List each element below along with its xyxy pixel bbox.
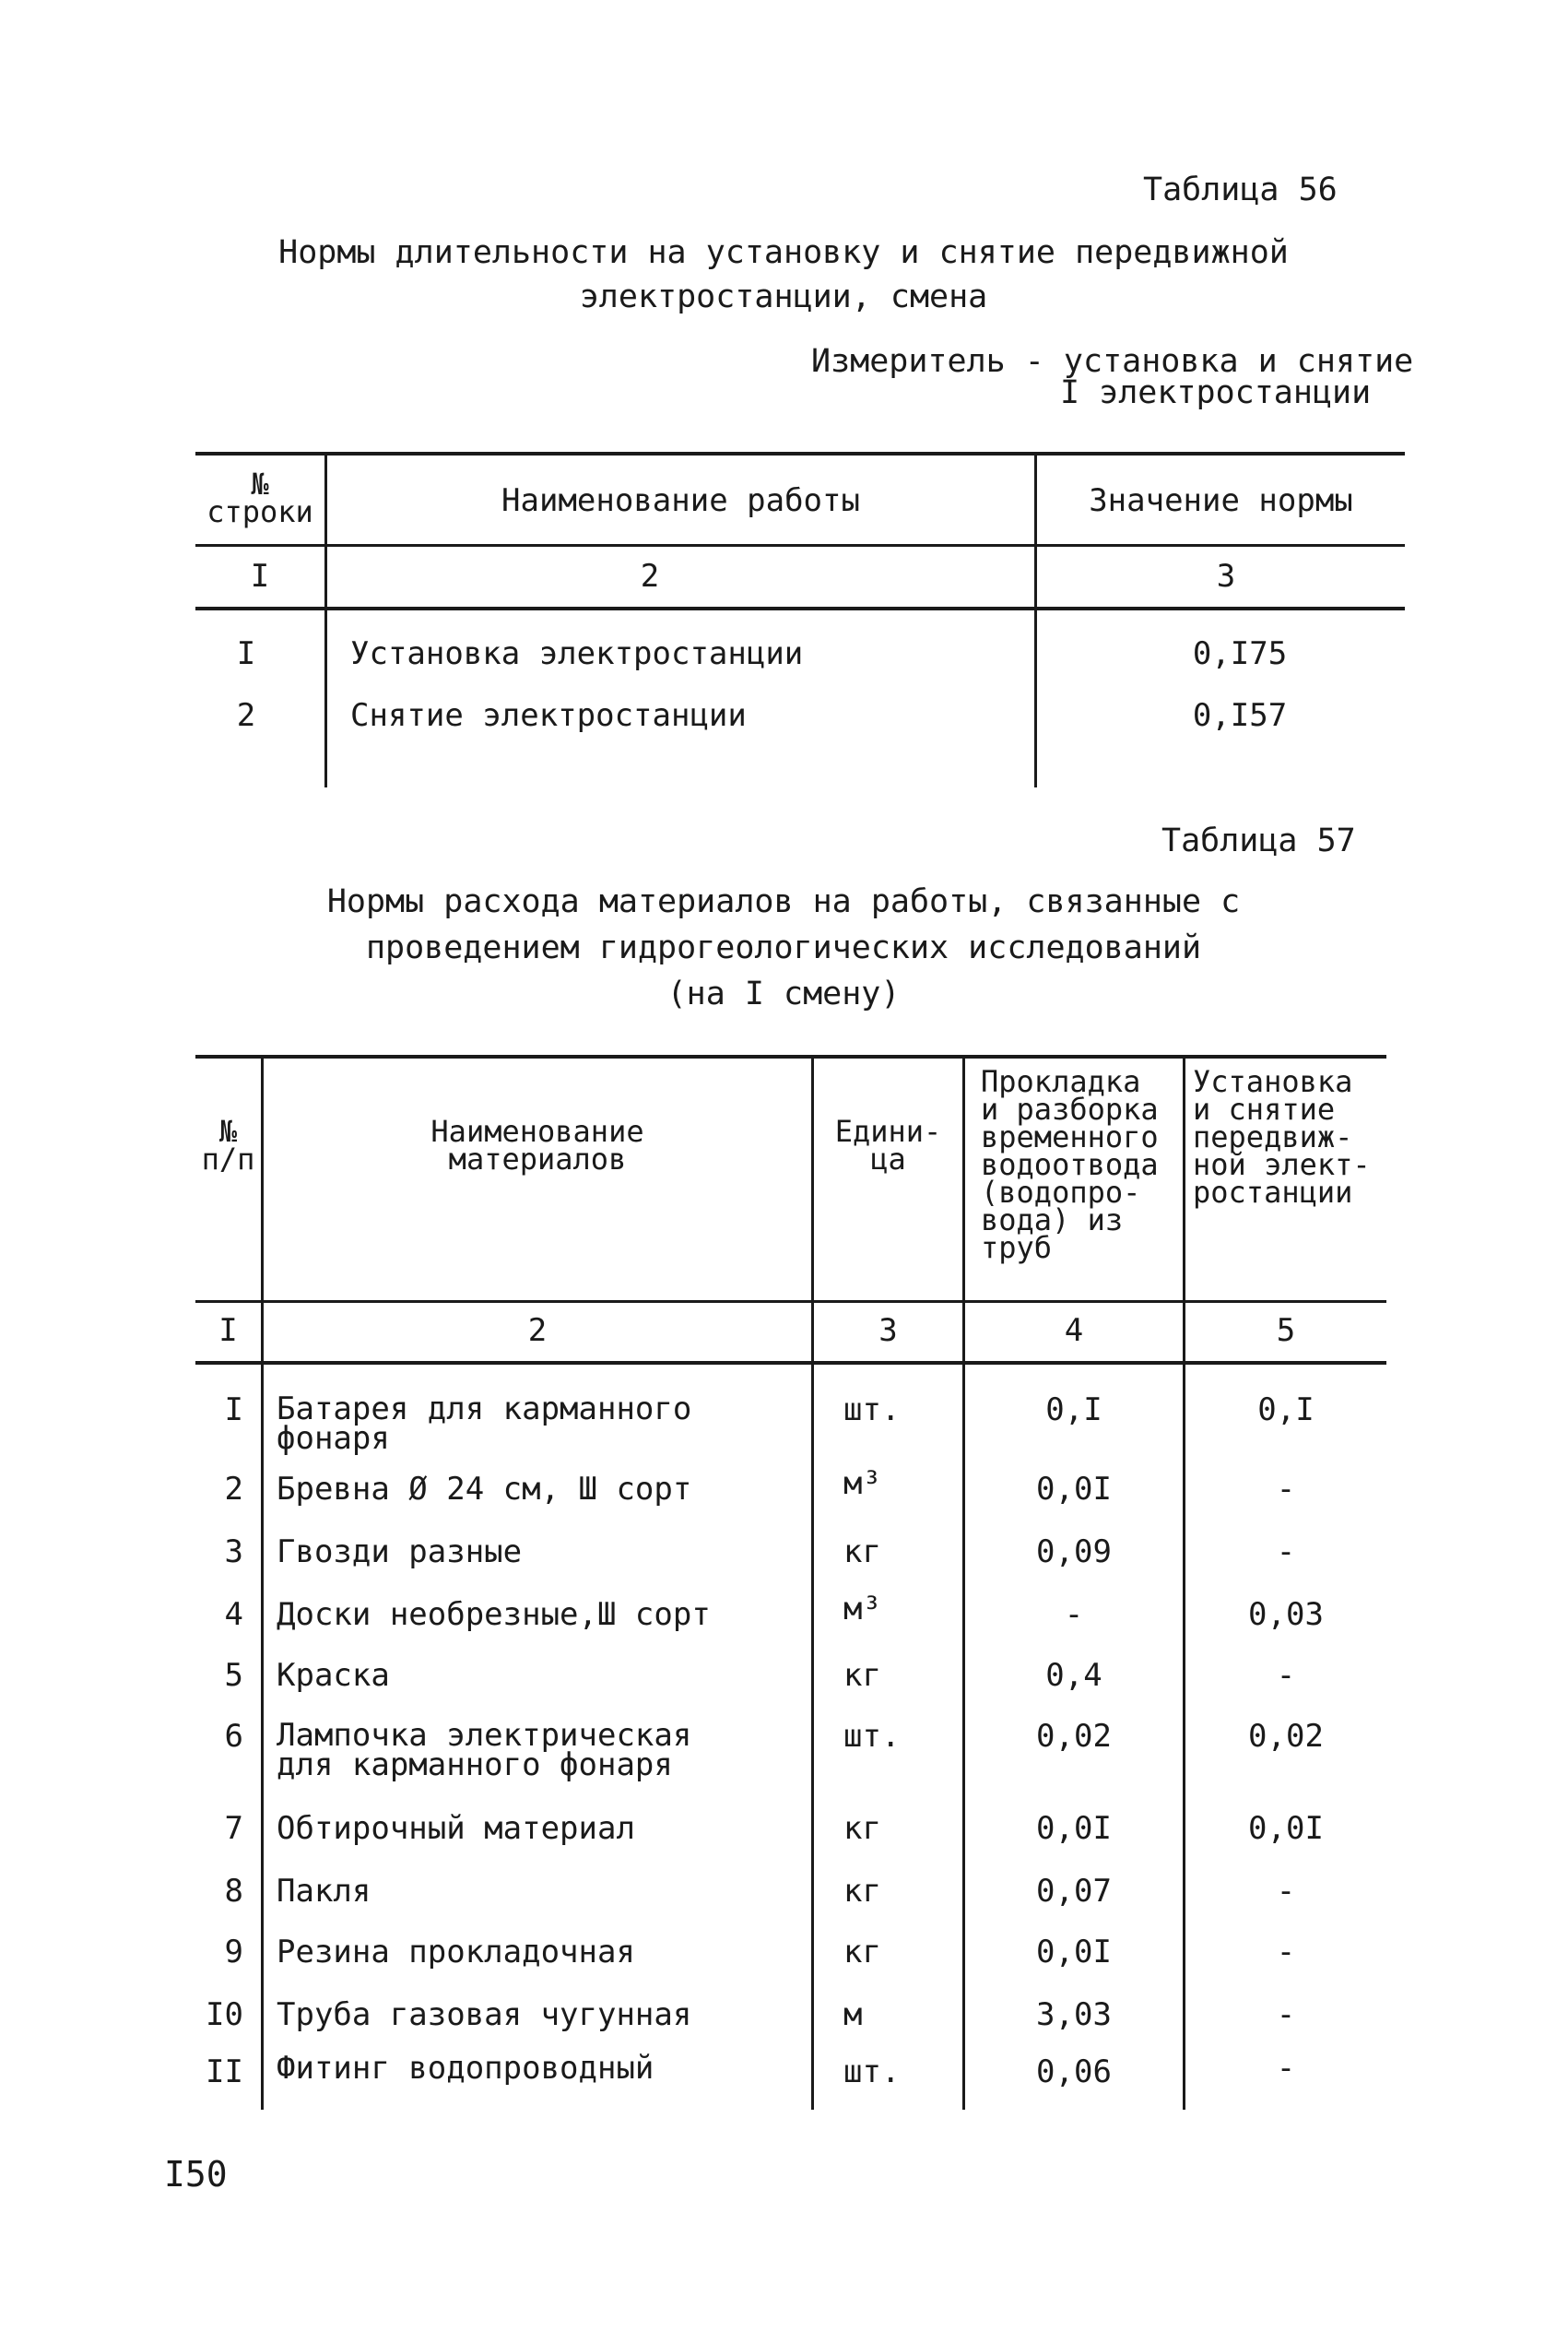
table57-header-num: № п/п [201, 1114, 255, 1177]
table56-colnum-1: I [250, 558, 270, 595]
table56-header-name: Наименование работы [501, 482, 860, 519]
row-number: 2 [224, 1471, 243, 1508]
row-number: I [236, 635, 256, 672]
unit: м³ [843, 1465, 881, 1502]
table57-divider-2 [811, 1059, 814, 2110]
table56-header-num: № строки [206, 467, 313, 529]
unit: м [843, 1996, 863, 2033]
unit: шт. [843, 2053, 901, 2090]
row-number: I0 [206, 1996, 243, 2033]
material-name: Гвозди разные [277, 1533, 523, 1570]
norm-value: 0,I57 [1192, 697, 1288, 734]
table57-colnum-rule [195, 1361, 1386, 1365]
row-number: 9 [224, 1934, 243, 1970]
table57-header-col5: Установка и снятие передвиж- ной элект- ростанции [1193, 1064, 1371, 1210]
value-col4: 0,0I [1036, 1471, 1112, 1508]
value-col4: 0,I [1045, 1391, 1102, 1428]
material-name: Обтирочный материал [277, 1810, 635, 1847]
value-col5: - [1276, 1533, 1296, 1570]
value-col5: 0,03 [1248, 1596, 1324, 1633]
table56-header-rule [195, 544, 1405, 547]
table57-title-line1: Нормы расхода материалов на работы, связанные с [326, 883, 1241, 920]
value-col5: 0,02 [1248, 1718, 1324, 1755]
material-name: Доски необрезные,Ш сорт [277, 1596, 711, 1633]
table56-colnum-rule [195, 607, 1405, 610]
material-name: Труба газовая чугунная [277, 1996, 692, 2033]
row-number: 5 [224, 1657, 243, 1694]
value-col5: - [1276, 1873, 1296, 1910]
table57-colnum-1: I [218, 1312, 238, 1349]
value-col4: - [1064, 1596, 1084, 1633]
table57-colnum-3: 3 [878, 1312, 898, 1349]
value-col5: 0,I [1257, 1391, 1315, 1428]
table57-top-rule [195, 1055, 1386, 1059]
table56-header-value: Значение нормы [1089, 482, 1353, 519]
work-name: Снятие электростанции [350, 697, 747, 734]
table57-header-col4: Прокладка и разборка временного водоотвода (водопро- вода) из труб [981, 1064, 1159, 1265]
unit: шт. [843, 1718, 901, 1755]
unit: м³ [843, 1591, 881, 1627]
table56-measure-line2: I электростанции [1060, 374, 1372, 411]
value-col5: - [1276, 1996, 1296, 2033]
table57-title-line2: проведением гидрогеологических исследований [365, 929, 1202, 966]
table57-header-rule [195, 1300, 1386, 1303]
value-col5: - [1276, 1471, 1296, 1508]
row-number: 8 [224, 1873, 243, 1910]
material-name: Лампочка электрическая для карманного фонаря [277, 1717, 692, 1783]
norm-value: 0,I75 [1192, 635, 1288, 672]
table57-title-line3: (на I смену) [666, 976, 901, 1012]
table56-colnum-3: 3 [1216, 558, 1236, 595]
unit: кг [843, 1533, 881, 1570]
table57-colnum-5: 5 [1276, 1312, 1296, 1349]
work-name: Установка электростанции [350, 635, 804, 672]
row-number: 4 [224, 1596, 243, 1633]
value-col4: 0,02 [1036, 1718, 1112, 1755]
table57-label: Таблица 57 [1161, 822, 1356, 859]
unit: кг [843, 1873, 881, 1910]
table56-title-line2: электростанции, смена [579, 278, 988, 315]
unit: кг [843, 1657, 881, 1694]
value-col4: 0,0I [1036, 1810, 1112, 1847]
material-name: Батарея для карманного фонаря [277, 1390, 692, 1457]
page-number: I50 [164, 2154, 228, 2195]
table56-colnum-2: 2 [640, 558, 660, 595]
material-name: Краска [277, 1657, 390, 1694]
value-col5: - [1276, 1934, 1296, 1970]
row-number: II [206, 2053, 243, 2090]
unit: кг [843, 1934, 881, 1970]
value-col4: 0,07 [1036, 1873, 1112, 1910]
unit: кг [843, 1810, 881, 1847]
value-col5: 0,0I [1248, 1810, 1324, 1847]
table56-top-rule [195, 452, 1405, 456]
row-number: 7 [224, 1810, 243, 1847]
value-col4: 0,09 [1036, 1533, 1112, 1570]
row-number: I [224, 1391, 243, 1428]
material-name: Бревна Ø 24 см, Ш сорт [277, 1471, 692, 1508]
table57-header-unit: Едини- ца [834, 1114, 942, 1177]
table57-colnum-4: 4 [1064, 1312, 1084, 1349]
table57-divider-1 [261, 1059, 264, 2110]
value-col4: 0,0I [1036, 1934, 1112, 1970]
material-name: Фитинг водопроводный [277, 2050, 654, 2087]
row-number: 2 [236, 697, 256, 734]
unit: шт. [843, 1391, 901, 1428]
table57-header-name: Наименование материалов [430, 1114, 644, 1177]
material-name: Резина прокладочная [277, 1934, 635, 1970]
table56-title-line1: Нормы длительности на установку и снятие передвижной [278, 234, 1289, 271]
table57-colnum-2: 2 [527, 1312, 548, 1349]
value-col5: - [1276, 2050, 1296, 2087]
table56-measure-line1: Измеритель - установка и снятие [811, 343, 1414, 380]
value-col4: 0,4 [1045, 1657, 1102, 1694]
value-col4: 3,03 [1036, 1996, 1112, 2033]
value-col4: 0,06 [1036, 2053, 1112, 2090]
table56-label: Таблица 56 [1143, 172, 1338, 208]
material-name: Пакля [277, 1873, 371, 1910]
row-number: 3 [224, 1533, 243, 1570]
value-col5: - [1276, 1657, 1296, 1694]
row-number: 6 [224, 1718, 243, 1755]
